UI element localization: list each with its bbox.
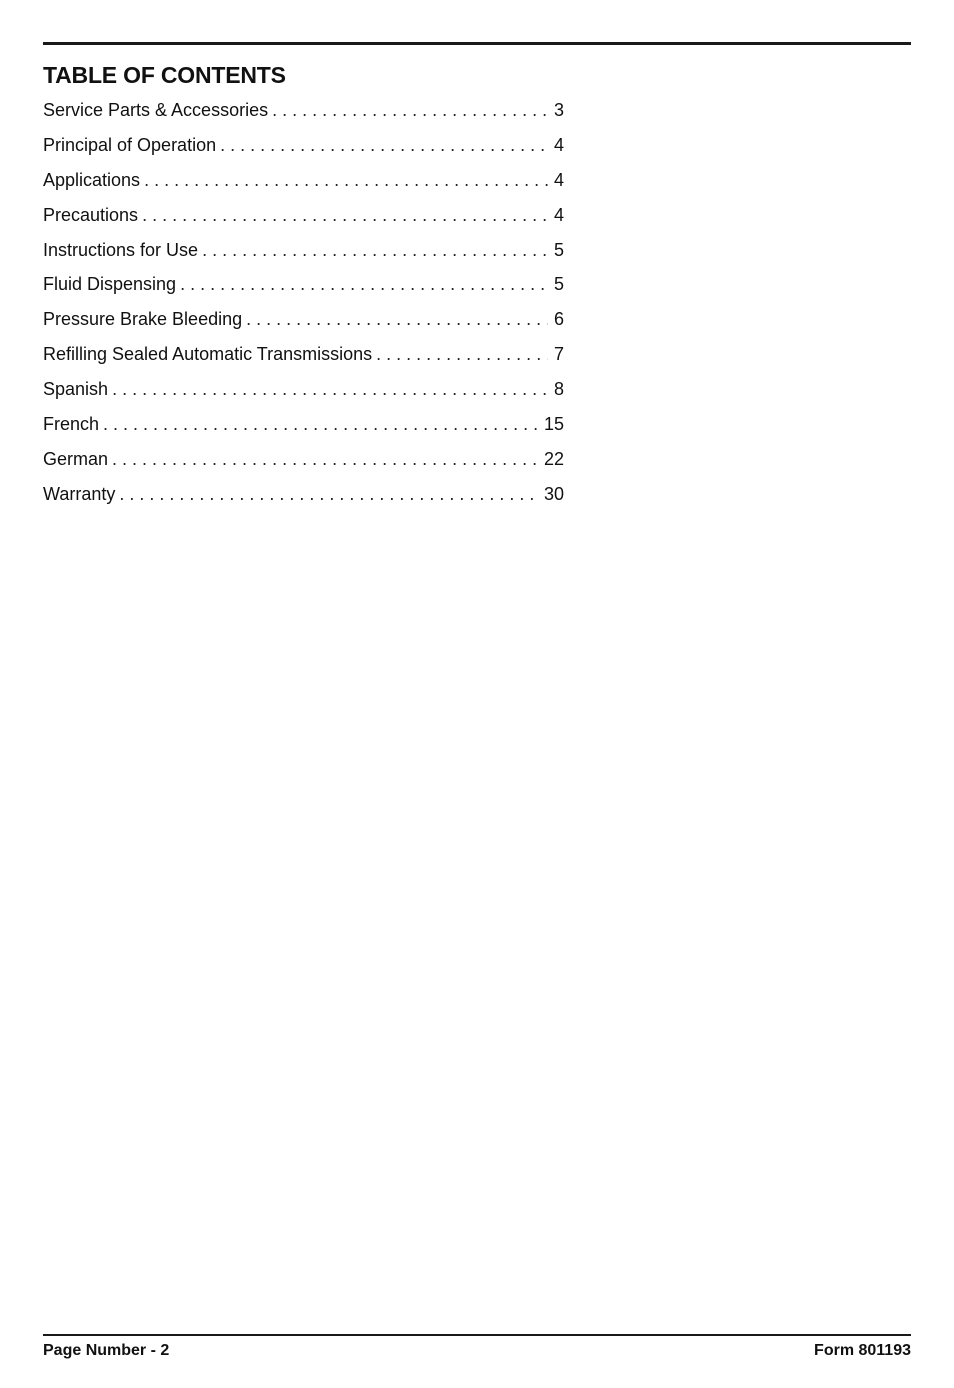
toc-entry-page: 4 — [548, 132, 564, 158]
toc-entry-page: 3 — [548, 97, 564, 123]
toc-entry-page: 30 — [538, 481, 564, 507]
toc-entry[interactable] — [43, 237, 564, 272]
toc-leader — [220, 132, 548, 158]
toc-entry-label: Precautions — [43, 202, 142, 228]
bottom-rule — [43, 1334, 911, 1336]
toc-entry-label: Refilling Sealed Automatic Transmissions — [43, 341, 376, 367]
toc-entry-page: 22 — [538, 446, 564, 472]
toc-leader — [144, 167, 548, 193]
toc-entry-page: 6 — [548, 306, 564, 332]
toc-leader — [112, 376, 548, 402]
toc-entry-label: Principal of Operation — [43, 132, 220, 158]
toc-entry-label: Pressure Brake Bleeding — [43, 306, 246, 332]
toc-entry[interactable] — [43, 97, 564, 132]
toc-leader — [376, 341, 548, 367]
toc-entry[interactable] — [43, 341, 564, 376]
toc-leader — [142, 202, 548, 228]
toc-entry[interactable] — [43, 202, 564, 237]
toc-leader — [112, 446, 538, 472]
toc-entry[interactable] — [43, 306, 564, 341]
toc-entry-label: Warranty — [43, 481, 119, 507]
toc-entry-label: Service Parts & Accessories — [43, 97, 272, 123]
footer-page-number: Page Number - 2 — [43, 1342, 170, 1359]
toc-entry-label: French — [43, 411, 103, 437]
toc-leader — [272, 97, 548, 123]
toc-leader — [119, 481, 538, 507]
toc-title: TABLE OF CONTENTS — [43, 62, 286, 88]
toc-leader — [180, 271, 548, 297]
toc-entry[interactable] — [43, 271, 564, 306]
toc-entry-page: 5 — [548, 237, 564, 263]
toc-entry[interactable] — [43, 167, 564, 202]
toc-list — [43, 97, 564, 516]
toc-entry-page: 4 — [548, 167, 564, 193]
toc-entry-page: 5 — [548, 271, 564, 297]
toc-entry-label: Fluid Dispensing — [43, 271, 180, 297]
toc-entry-page: 8 — [548, 376, 564, 402]
toc-entry-label: Spanish — [43, 376, 112, 402]
toc-leader — [103, 411, 538, 437]
toc-entry[interactable] — [43, 411, 564, 446]
toc-entry[interactable] — [43, 376, 564, 411]
toc-entry[interactable] — [43, 446, 564, 481]
toc-entry-label: German — [43, 446, 112, 472]
toc-entry-label: Instructions for Use — [43, 237, 202, 263]
toc-entry[interactable] — [43, 132, 564, 167]
toc-leader — [246, 306, 548, 332]
toc-entry-page: 4 — [548, 202, 564, 228]
footer-form-number: Form 801193 — [814, 1342, 911, 1359]
toc-entry-label: Applications — [43, 167, 144, 193]
toc-entry-page: 7 — [548, 341, 564, 367]
toc-leader — [202, 237, 548, 263]
toc-entry-page: 15 — [538, 411, 564, 437]
top-rule — [43, 42, 911, 45]
toc-entry[interactable] — [43, 481, 564, 516]
